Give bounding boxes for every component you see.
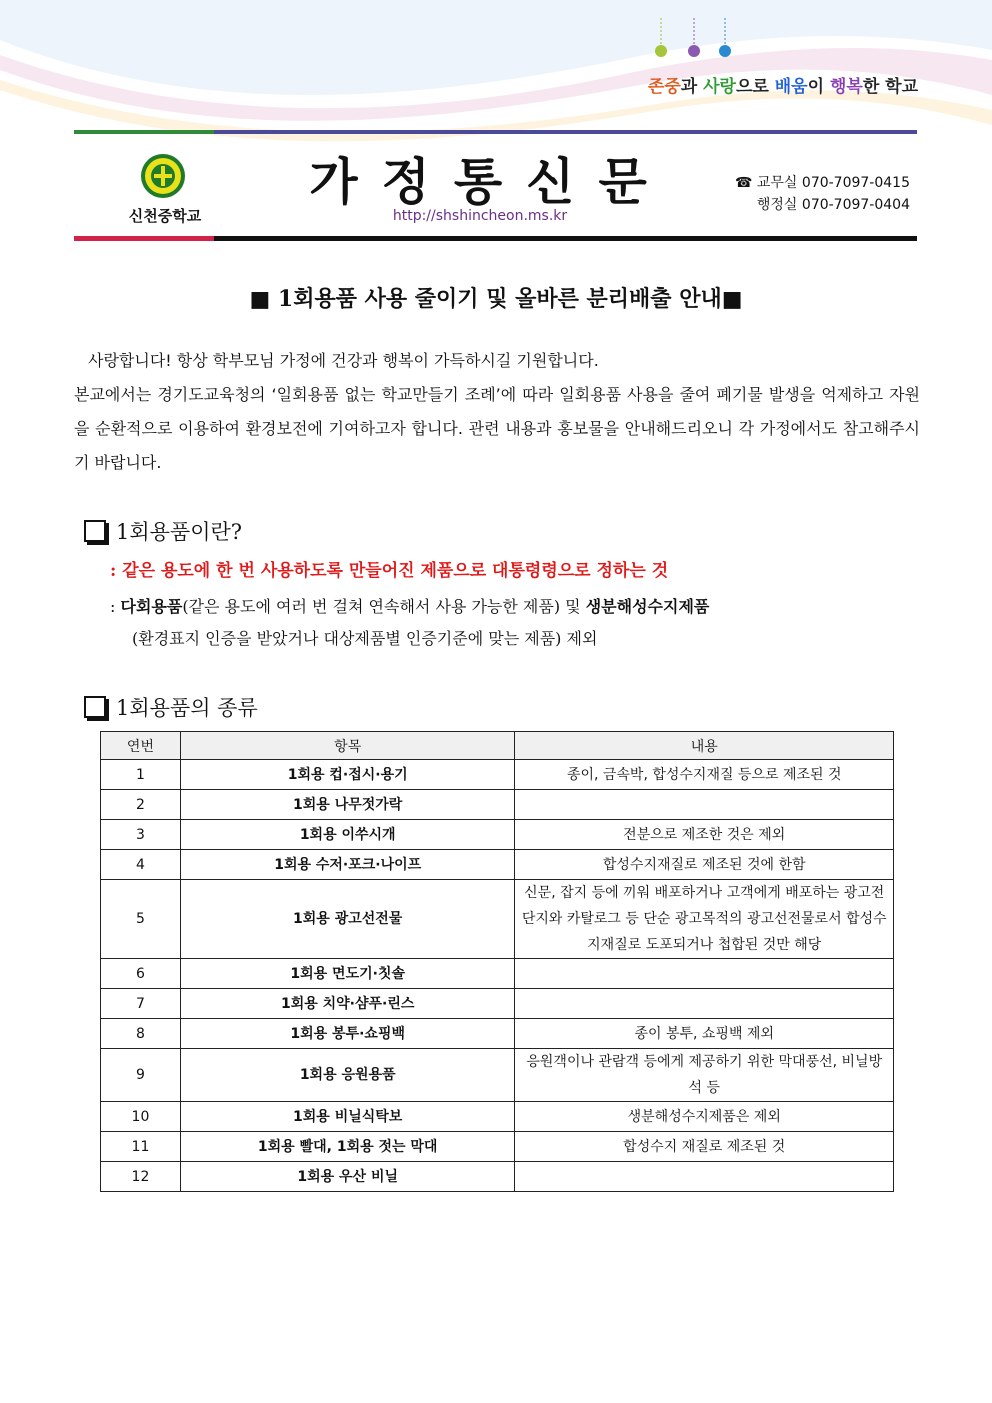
row-number-cell: 4: [101, 850, 181, 880]
intro-greeting: 사랑합니다! 항상 학부모님 가정에 건강과 행복이 가득하시길 기원합니다.: [88, 351, 599, 370]
table-row: [101, 1132, 894, 1162]
exclusion-middle: (같은 용도에 여러 번 걸쳐 연속해서 사용 가능한 제품) 및: [182, 597, 586, 616]
row-number-cell: 12: [101, 1162, 181, 1192]
row-content-cell: 신문, 잡지 등에 끼워 배포하거나 고객에게 배포하는 광고전단지와 카탈로그 등 단순 광고목적의 광고선전물로서 합성수지재질로 도포되거나 첩합된 것만 해당: [515, 880, 894, 959]
row-number-cell: 8: [101, 1019, 181, 1049]
section-title-definition: [84, 516, 242, 546]
exclusion-line: [110, 591, 924, 623]
exclusion-prefix: :: [110, 597, 121, 616]
row-item-cell: 1회용 우산 비닐: [180, 1162, 515, 1192]
row-number-cell: 7: [101, 989, 181, 1019]
row-content-cell: 전분으로 제조한 것은 제외: [515, 820, 894, 850]
school-name: 신천중학교: [128, 207, 202, 225]
table-row: [101, 1019, 894, 1049]
header-top-rule-green: [74, 130, 214, 134]
table-header-row: [101, 732, 894, 760]
disposable-items-table: [100, 731, 894, 1192]
table-row: [101, 820, 894, 850]
phone-number: 070-7097-0404: [801, 197, 910, 213]
row-item-cell: 1회용 봉투·쇼핑백: [180, 1019, 515, 1049]
section-title-text: 1회용품의 종류: [116, 696, 258, 720]
row-content-cell: 생분해성수지제품은 제외: [515, 1102, 894, 1132]
column-header-content: 내용: [515, 732, 894, 760]
motto-text: 과: [680, 77, 704, 97]
row-content-cell: 합성수지 재질로 제조된 것: [515, 1132, 894, 1162]
exclusion-term-biodegradable: 생분해성수지제품: [585, 597, 710, 616]
header-bottom-rule-red: [74, 236, 214, 241]
row-number-cell: 5: [101, 880, 181, 959]
notice-heading: ■ 1회용품 사용 줄이기 및 올바른 분리배출 안내■: [249, 286, 743, 312]
row-number-cell: 3: [101, 820, 181, 850]
table-row: [101, 959, 894, 989]
row-item-cell: 1회용 빨대, 1회용 젓는 막대: [180, 1132, 515, 1162]
motto-word-respect: 존중: [647, 77, 681, 97]
row-item-cell: 1회용 비닐식탁보: [180, 1102, 515, 1132]
contact-phones: [720, 172, 910, 216]
table-row: [101, 760, 894, 790]
checkbox-bullet-icon: [84, 696, 106, 718]
definition-text: : 같은 용도에 한 번 사용하도록 만들어진 제품으로 대통령령으로 정하는 것: [110, 561, 669, 581]
row-item-cell: 1회용 치약·샴푸·린스: [180, 989, 515, 1019]
row-content-cell: 종이 봉투, 쇼핑백 제외: [515, 1019, 894, 1049]
row-number-cell: 11: [101, 1132, 181, 1162]
intro-text: [74, 344, 920, 480]
table-row: [101, 989, 894, 1019]
row-content-cell: [515, 1162, 894, 1192]
section-title-text: 1회용품이란?: [116, 520, 243, 544]
row-content-cell: 합성수지재질로 제조된 것에 한함: [515, 850, 894, 880]
section-title-types: [84, 692, 258, 722]
table-row: [101, 850, 894, 880]
intro-paragraph: 본교에서는 경기도교육청의 ‘일회용품 없는 학교만들기 조례’에 따라 일회용품 사용을 줄여 폐기물 발생을 억제하고 자원을 순환적으로 이용하여 환경보전에 기여하고자 합니다. 관련 내용과 홍보물을 안내해드리오니 각 가정에서도 참고해주시기 바랍니다.: [74, 385, 920, 472]
row-content-cell: [515, 989, 894, 1019]
phone-label: 행정실: [756, 197, 798, 213]
header-top-rule-blue: [214, 130, 917, 134]
phone-row-academic: [720, 172, 910, 194]
row-item-cell: 1회용 응원용품: [180, 1049, 515, 1102]
motto-text: 한 학교: [862, 77, 918, 97]
exclusion-term-reusable: 다회용품: [120, 597, 183, 616]
row-item-cell: 1회용 광고선전물: [180, 880, 515, 959]
school-motto: [540, 72, 918, 97]
motto-word-happiness: 행복: [829, 77, 863, 97]
table-row: [101, 880, 894, 959]
motto-text: 으로: [735, 77, 775, 97]
phone-row-admin: [720, 194, 910, 216]
motto-word-learning: 배움: [774, 77, 808, 97]
table-row: [101, 1162, 894, 1192]
row-number-cell: 6: [101, 959, 181, 989]
school-website-link[interactable]: http://shshincheon.ms.kr: [392, 208, 568, 224]
exclusion-continuation: (환경표지 인증을 받았거나 대상제품별 인증기준에 맞는 제품) 제외: [132, 629, 598, 648]
row-item-cell: 1회용 나무젓가락: [180, 790, 515, 820]
row-content-cell: 종이, 금속박, 합성수지재질 등으로 제조된 것: [515, 760, 894, 790]
table-row: [101, 1102, 894, 1132]
row-content-cell: 응원객이나 관람객 등에게 제공하기 위한 막대풍선, 비닐방석 등: [515, 1049, 894, 1102]
phone-number: 070-7097-0415: [801, 175, 910, 191]
school-emblem-icon: [140, 153, 186, 199]
phone-label: ☎ 교무실: [734, 175, 798, 191]
row-number-cell: 9: [101, 1049, 181, 1102]
checkbox-bullet-icon: [84, 520, 106, 542]
column-header-item: 항목: [180, 732, 515, 760]
motto-text: 이: [807, 77, 830, 97]
page-title: 가정통신문: [309, 152, 671, 211]
table-row: [101, 790, 894, 820]
motto-word-love: 사랑: [703, 77, 736, 97]
row-item-cell: 1회용 수저·포크·나이프: [180, 850, 515, 880]
header-bottom-rule-black: [214, 236, 917, 241]
row-content-cell: [515, 959, 894, 989]
row-content-cell: [515, 790, 894, 820]
table-row: [101, 1049, 894, 1102]
row-number-cell: 1: [101, 760, 181, 790]
decorative-dots-icon: [648, 18, 748, 68]
row-item-cell: 1회용 이쑤시개: [180, 820, 515, 850]
row-item-cell: 1회용 면도기·칫솔: [180, 959, 515, 989]
row-number-cell: 10: [101, 1102, 181, 1132]
row-item-cell: 1회용 컵·접시·용기: [180, 760, 515, 790]
column-header-number: 연번: [101, 732, 181, 760]
exclusion-text: [110, 591, 924, 655]
row-number-cell: 2: [101, 790, 181, 820]
